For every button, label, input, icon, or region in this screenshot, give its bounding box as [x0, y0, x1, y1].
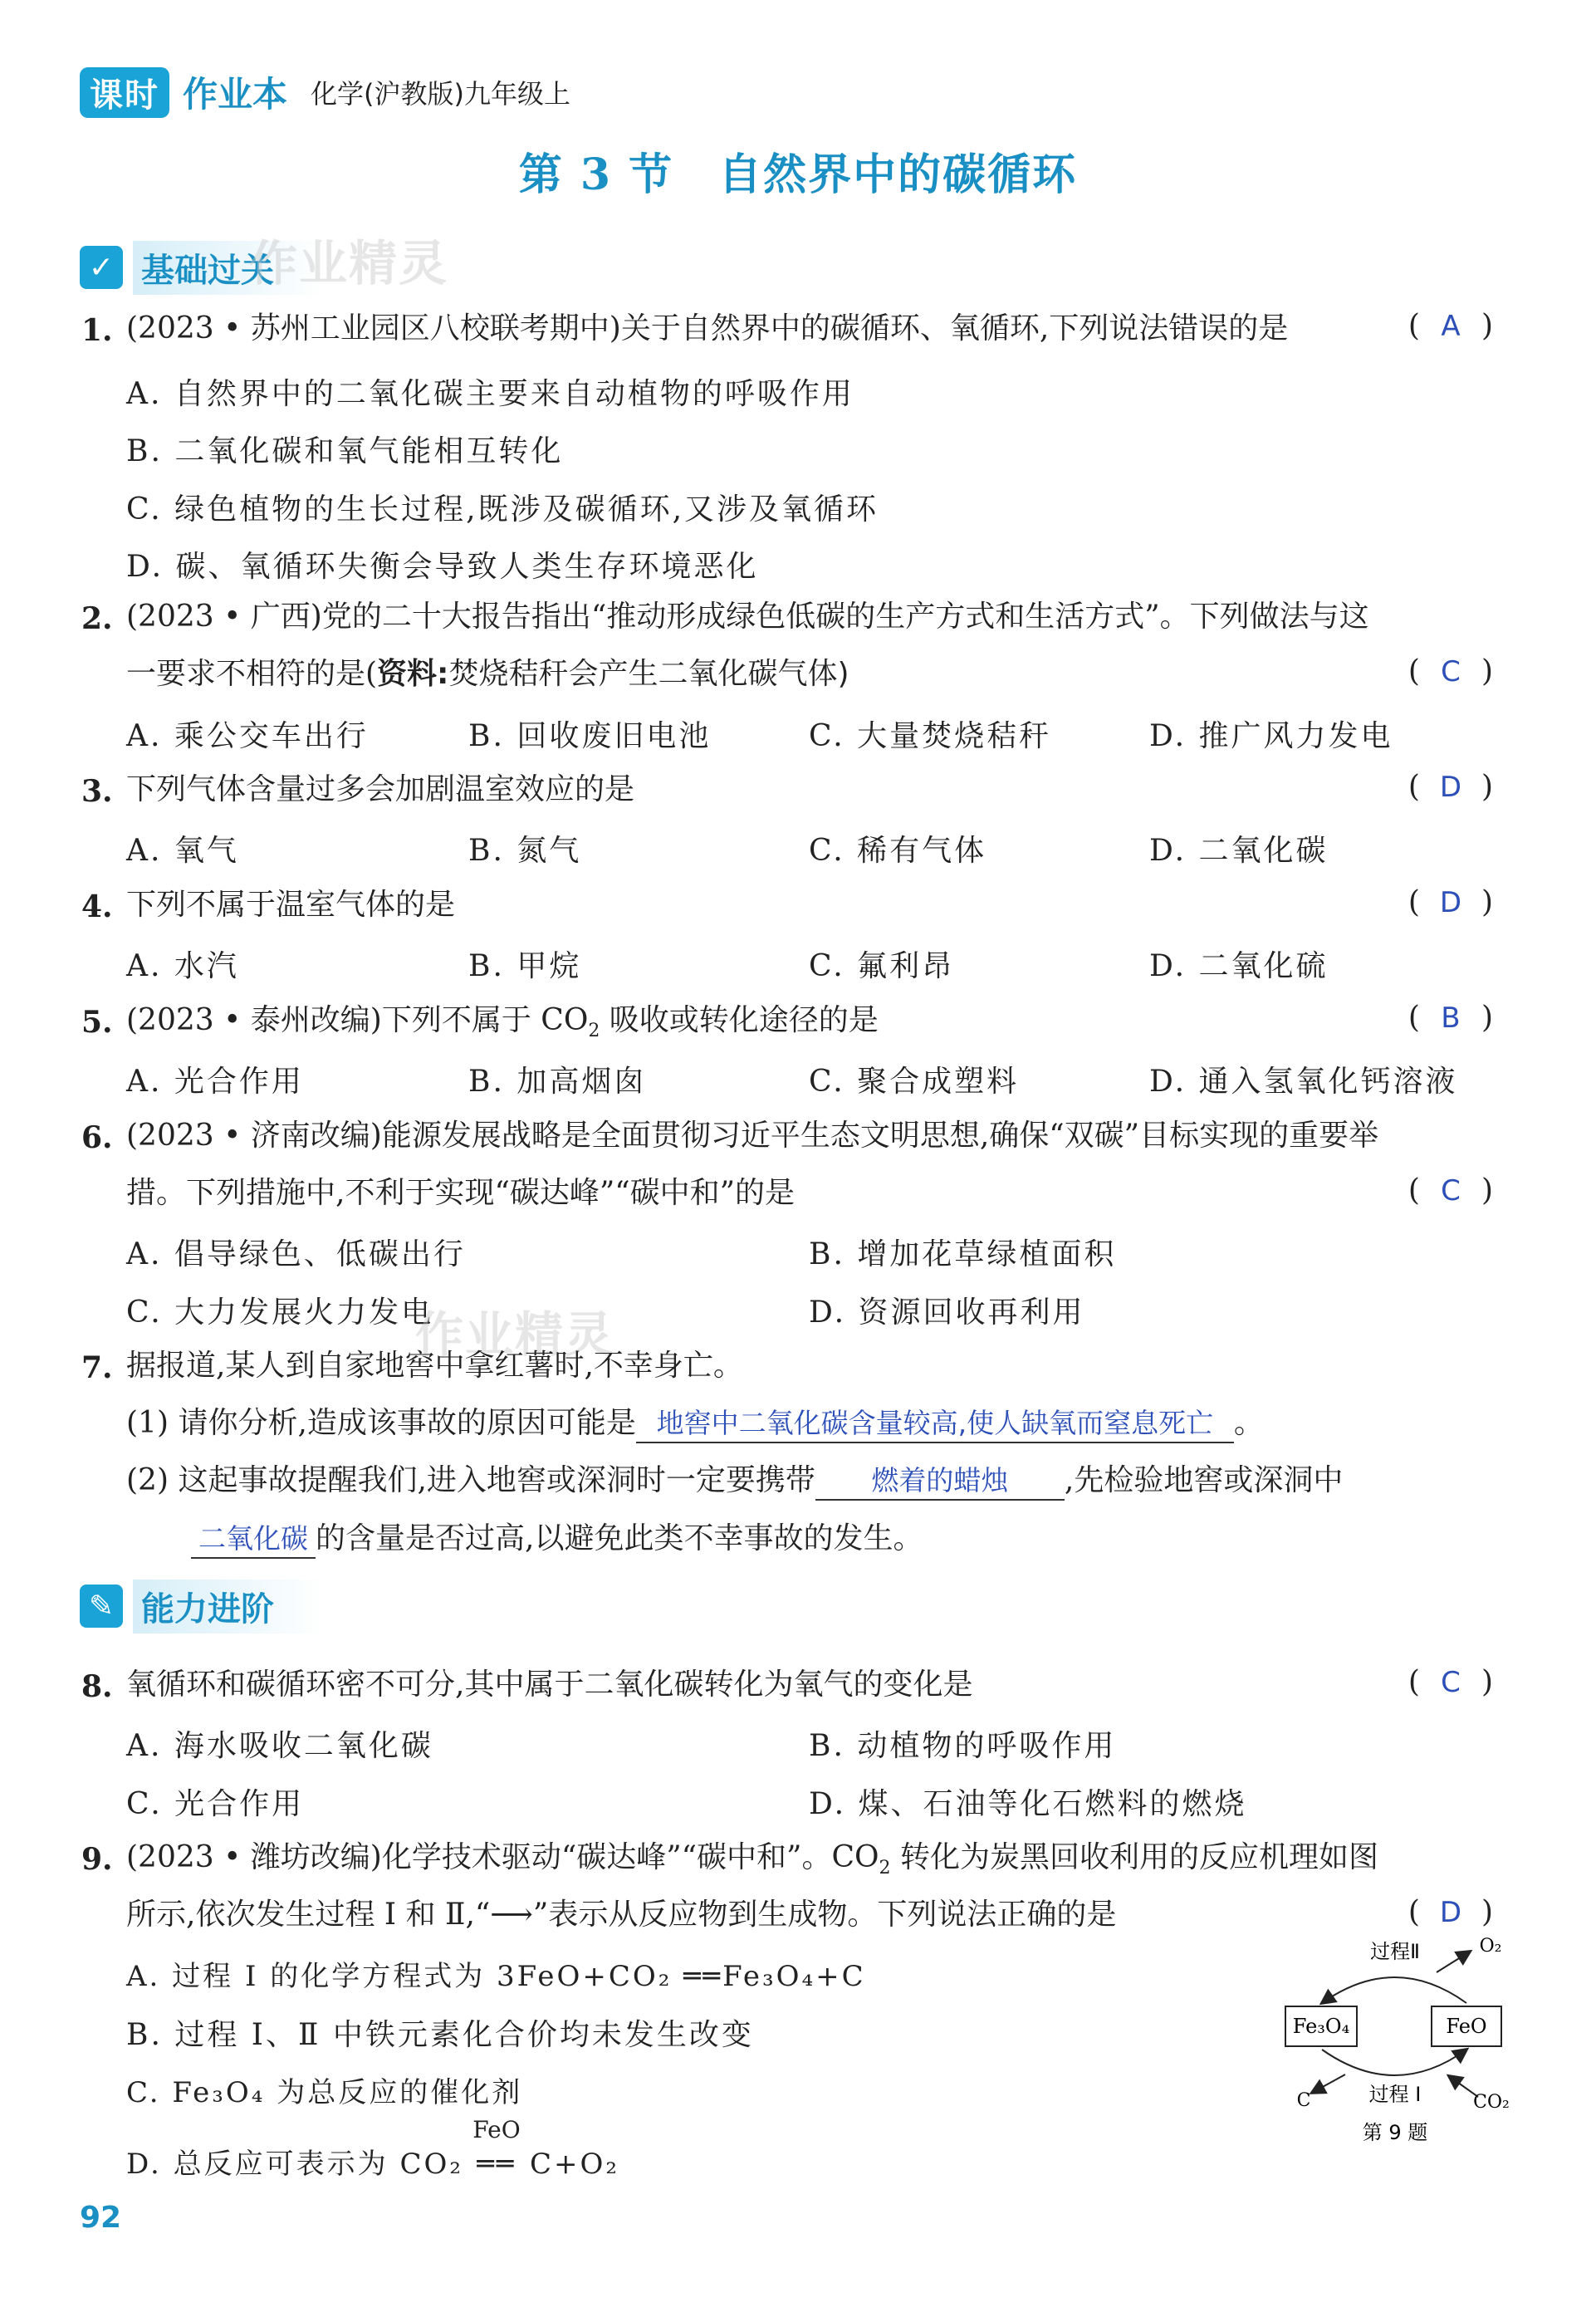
book-header	[80, 65, 570, 120]
pencil-icon: ✎	[80, 1585, 123, 1628]
subscript: 2	[879, 1858, 891, 1879]
option: B. 过程 Ⅰ、Ⅱ 中铁元素化合价均未发生改变	[126, 2018, 754, 2052]
option: C. 光合作用	[126, 1787, 305, 1821]
question-text-line2: 所示,依次发生过程 Ⅰ 和 Ⅱ,“⟶”表示从反应物到生成物。下列说法正确的是	[126, 1898, 1117, 1932]
question-number: 1.	[81, 313, 113, 348]
question-number: 8.	[81, 1669, 113, 1704]
process-2-label: 过程Ⅱ	[1370, 1940, 1420, 1963]
option: C. 氟利昂	[809, 949, 955, 983]
option: A. 自然界中的二氧化碳主要来自动植物的呼吸作用	[126, 377, 854, 411]
answer: D	[1439, 1896, 1462, 1929]
option: A. 倡导绿色、低碳出行	[126, 1237, 466, 1271]
o2-label: O₂	[1479, 1936, 1502, 1957]
option: C. 大量焚烧秸秆	[809, 719, 1052, 753]
answer-bracket: ( C )	[1408, 1665, 1493, 1699]
question-number: 7.	[81, 1350, 113, 1385]
c-arrow	[1312, 2074, 1345, 2093]
answer: B	[1441, 1002, 1461, 1035]
option: A. 海水吸收二氧化碳	[126, 1729, 433, 1763]
option: D. 通入氢氧化钙溶液	[1149, 1065, 1458, 1099]
option: D. 二氧化碳	[1149, 834, 1329, 868]
option: C. 稀有气体	[809, 834, 987, 868]
answer-fill: 燃着的蜡烛	[815, 1462, 1065, 1501]
question-text	[126, 1001, 879, 1051]
option-d	[126, 2116, 620, 2182]
question-number: 9.	[81, 1842, 113, 1877]
option: A. 氧气	[126, 834, 239, 868]
question-text: (2023 • 广西)党的二十大报告指出“推动形成绿色低碳的生产方式和生活方式”。下列做法与这	[126, 600, 1369, 634]
c-label: C	[1296, 2090, 1311, 2111]
watermark: 作业精灵	[415, 1306, 615, 1363]
subquestion-1	[126, 1403, 1264, 1443]
text: 吸收或转化途径的是	[600, 1003, 879, 1037]
text: (2023 • 泰州改编)下列不属于 CO	[126, 1003, 589, 1037]
option: C. 聚合成塑料	[809, 1065, 1020, 1099]
question-number: 4.	[81, 889, 113, 924]
text: 转化为炭黑回收利用的反应机理如图	[890, 1840, 1378, 1874]
answer-bracket: ( D )	[1408, 885, 1493, 919]
process-1-label: 过程 Ⅰ	[1368, 2083, 1422, 2106]
process-1-arrow	[1322, 2050, 1466, 2075]
checkbox-icon: ✓	[80, 246, 123, 289]
answer: C	[1441, 1666, 1461, 1699]
option: B. 二氧化碳和氧气能相互转化	[126, 434, 564, 468]
catalyst-label: FeO	[472, 2116, 521, 2143]
text: (1) 请你分析,造成该事故的原因可能是	[126, 1406, 636, 1440]
text: 焚烧秸秆会产生二氧化碳气体)	[448, 657, 849, 691]
option: B. 甲烷	[468, 949, 582, 983]
answer: D	[1439, 771, 1462, 804]
option: D. 碳、氧循环失衡会导致人类生存环境恶化	[126, 550, 759, 584]
text: C+O₂	[530, 2148, 620, 2181]
question-number: 2.	[81, 601, 113, 636]
co2-label: CO₂	[1473, 2092, 1510, 2113]
option: B. 增加花草绿植面积	[809, 1237, 1117, 1271]
answer-bracket: ( B )	[1408, 1001, 1493, 1035]
feo-label: FeO	[1446, 2015, 1487, 2038]
option: A. 过程 Ⅰ 的化学方程式为 3FeO+CO₂ ══Fe₃O₄+C	[126, 1960, 866, 1993]
answer-fill: 二氧化碳	[191, 1521, 316, 1559]
answer-bracket: ( D )	[1408, 1895, 1493, 1929]
bold-text: 资料:	[377, 657, 449, 691]
question-text: (2023 • 苏州工业园区八校联考期中)关于自然界中的碳循环、氧循环,下列说法错误的是	[126, 311, 1289, 345]
question-text: 下列气体含量过多会加剧温室效应的是	[126, 772, 635, 806]
answer: C	[1441, 655, 1461, 688]
book-logo: 课时	[80, 67, 169, 118]
reaction-arrow: FeO ══	[463, 2148, 530, 2181]
question-text	[126, 1838, 1378, 1888]
answer-fill: 地窖中二氧化碳含量较高,使人缺氧而窒息死亡	[636, 1405, 1234, 1443]
question-number: 6.	[81, 1120, 113, 1155]
option: B. 氮气	[468, 834, 582, 868]
option: C. 绿色植物的生长过程,既涉及碳循环,又涉及氧循环	[126, 492, 879, 527]
option: C. Fe₃O₄ 为总反应的催化剂	[126, 2076, 523, 2109]
option: D. 推广风力发电	[1149, 719, 1393, 753]
option: D. 煤、石油等化石燃料的燃烧	[809, 1787, 1247, 1821]
question-number: 5.	[81, 1005, 113, 1040]
subquestion-2	[126, 1461, 1343, 1501]
answer-bracket: ( D )	[1408, 770, 1493, 804]
subquestion-2-line2	[191, 1519, 923, 1559]
text: D. 总反应可表示为 CO₂	[126, 2148, 463, 2181]
option: C. 大力发展火力发电	[126, 1296, 434, 1330]
question-text-line2: 措。下列措施中,不利于实现“碳达峰”“碳中和”的是	[126, 1176, 796, 1210]
answer: A	[1441, 310, 1461, 343]
answer: C	[1441, 1174, 1461, 1207]
option: A. 光合作用	[126, 1065, 304, 1099]
option: A. 乘公交车出行	[126, 719, 369, 753]
question-text: 据报道,某人到自家地窖中拿红薯时,不幸身亡。	[126, 1349, 743, 1383]
text: ,先检验地窖或深洞中	[1064, 1463, 1344, 1497]
section-heading-advanced	[80, 1580, 324, 1633]
option: D. 资源回收再利用	[809, 1296, 1085, 1330]
reaction-diagram	[1270, 1927, 1520, 2143]
page-number: 92	[80, 2201, 122, 2235]
subject-label: 化学(沪教版)九年级上	[311, 78, 570, 110]
text: 的含量是否过高,以避免此类不幸事故的发生。	[316, 1521, 923, 1555]
question-text: 下列不属于温室气体的是	[126, 888, 456, 922]
question-text: 氧循环和碳循环密不可分,其中属于二氧化碳转化为氧气的变化是	[126, 1668, 973, 1702]
text: (2) 这起事故提醒我们,进入地窖或深洞时一定要携带	[126, 1463, 815, 1497]
book-name: 作业本	[183, 74, 288, 115]
option: B. 加高烟囱	[468, 1065, 647, 1099]
subscript: 2	[588, 1021, 600, 1042]
diagram-caption: 第 9 题	[1362, 2121, 1428, 2143]
answer-bracket: ( C )	[1408, 654, 1493, 688]
watermark: 作业精灵	[249, 235, 449, 291]
option: B. 回收废旧电池	[468, 719, 712, 753]
section-heading-label: 基础过关	[133, 241, 324, 295]
process-2-arrow	[1322, 1977, 1466, 2003]
text: 一要求不相符的是(	[126, 657, 378, 691]
answer-bracket: ( C )	[1408, 1173, 1493, 1207]
question-text-line2	[126, 654, 849, 694]
section-heading-label: 能力进阶	[133, 1580, 324, 1634]
answer: D	[1439, 886, 1462, 919]
text: 。	[1233, 1406, 1264, 1440]
option: B. 动植物的呼吸作用	[809, 1729, 1117, 1763]
o2-arrow	[1437, 1952, 1470, 1972]
text: (2023 • 潍坊改编)化学技术驱动“碳达峰”“碳中和”。CO	[126, 1840, 879, 1874]
section-title: 第 3 节 自然界中的碳循环	[518, 149, 1078, 200]
option: A. 水汽	[126, 949, 239, 983]
answer-bracket: ( A )	[1408, 309, 1493, 343]
question-text: (2023 • 济南改编)能源发展战略是全面贯彻习近平生态文明思想,确保“双碳”目标实现的重要举	[126, 1119, 1379, 1153]
fe3o4-label: Fe₃O₄	[1292, 2015, 1350, 2038]
question-number: 3.	[81, 774, 113, 809]
option: D. 二氧化硫	[1149, 949, 1329, 983]
